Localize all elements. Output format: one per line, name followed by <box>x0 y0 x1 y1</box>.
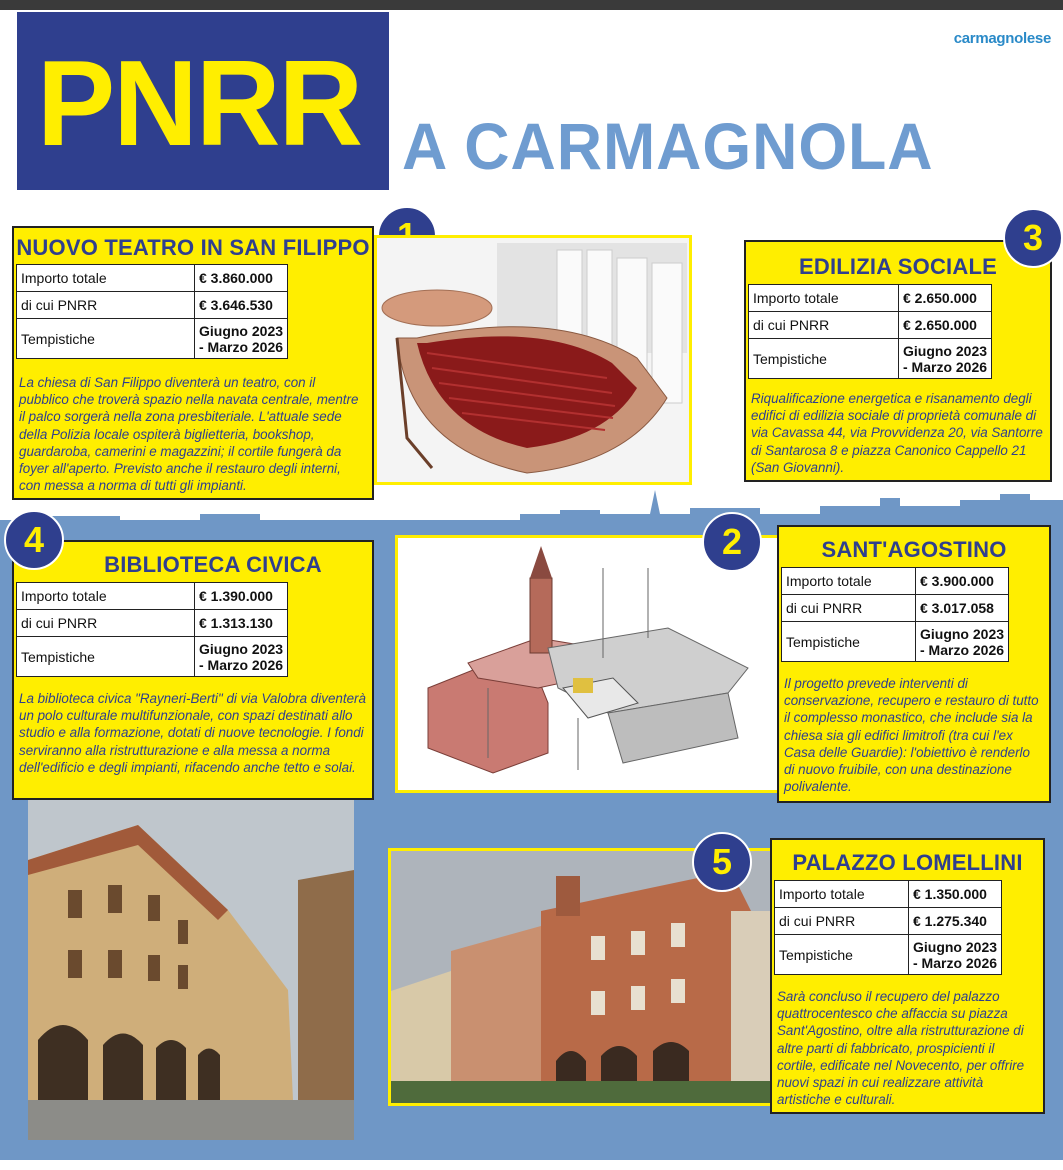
project-card-4 <box>12 540 374 800</box>
value-importo: € 1.350.000 <box>909 881 1002 908</box>
subtitle: A CARMAGNOLA <box>402 109 934 183</box>
project-card-5 <box>770 838 1045 1114</box>
label-importo: Importo totale <box>782 568 916 595</box>
project-card-1 <box>12 226 374 500</box>
value-pnrr: € 1.275.340 <box>909 908 1002 935</box>
value-importo: € 2.650.000 <box>899 285 992 312</box>
label-tempistiche: Tempistiche <box>17 637 195 677</box>
label-importo: Importo totale <box>17 583 195 610</box>
label-pnrr: di cui PNRR <box>17 610 195 637</box>
card-title: PALAZZO LOMELLINI <box>792 850 1023 875</box>
number-badge-4: 4 <box>4 510 64 570</box>
label-pnrr: di cui PNRR <box>17 292 195 319</box>
label-importo: Importo totale <box>17 265 195 292</box>
card-description: Sarà concluso il recupero del palazzo quattrocentesco che affaccia su piazza Sant'Agostino, oltre alla ristrutturazione di altre parti di fabbricato, prospicienti il cortile, edificate nel Novecento, per offrire nuovi spazi in cui realizzare attività artistiche e culturali. <box>777 989 1025 1108</box>
value-tempistiche: Giugno 2023 - Marzo 2026 <box>899 339 992 379</box>
card-title: BIBLIOTECA CIVICA <box>104 552 322 577</box>
label-importo: Importo totale <box>749 285 899 312</box>
label-pnrr: di cui PNRR <box>775 908 909 935</box>
number-badge-2: 2 <box>702 512 762 572</box>
brand-logo: carmagnolese <box>953 30 1051 47</box>
label-tempistiche: Tempistiche <box>782 622 916 662</box>
value-pnrr: € 1.313.130 <box>195 610 288 637</box>
theatre-render-image <box>374 235 692 485</box>
value-pnrr: € 2.650.000 <box>899 312 992 339</box>
pnrr-title: PNRR <box>37 35 362 171</box>
value-tempistiche: Giugno 2023 - Marzo 2026 <box>195 637 288 677</box>
value-tempistiche: Giugno 2023 - Marzo 2026 <box>909 935 1002 975</box>
project-card-3 <box>744 240 1052 482</box>
value-pnrr: € 3.017.058 <box>916 595 1009 622</box>
project-card-2 <box>777 525 1051 803</box>
label-tempistiche: Tempistiche <box>775 935 909 975</box>
top-bar <box>0 0 1063 10</box>
value-tempistiche: Giugno 2023 - Marzo 2026 <box>195 319 288 359</box>
value-importo: € 1.390.000 <box>195 583 288 610</box>
label-importo: Importo totale <box>775 881 909 908</box>
card-title: EDILIZIA SOCIALE <box>799 254 997 279</box>
number-badge-5: 5 <box>692 832 752 892</box>
label-pnrr: di cui PNRR <box>782 595 916 622</box>
number-badge-3: 3 <box>1003 208 1063 268</box>
value-pnrr: € 3.646.530 <box>195 292 288 319</box>
value-importo: € 3.900.000 <box>916 568 1009 595</box>
card-description: Il progetto prevede interventi di conservazione, recupero e restauro di tutto il complesso monastico, che include sia la chiesa sia gli edifici limitrofi (tra cui l'ex Casa delle Guardie): l'obiettivo è renderlo di nuovo fruibile, con una destinazione polivalente. <box>784 676 1039 795</box>
label-tempistiche: Tempistiche <box>749 339 899 379</box>
bottom-strip <box>0 1160 1063 1170</box>
label-pnrr: di cui PNRR <box>749 312 899 339</box>
card-description: La chiesa di San Filippo diventerà un teatro, con il pubblico che troverà spazio nella navata centrale, mentre il palco sorgerà nella zona presbiteriale. L'attuale sede della Polizia locale ospiterà biglietteria, bookshop, guardaroba, camerini e magazzini; il cortile fungerà da foyer all'aperto. Previsto anche il restauro degli interni, con messa a norma di tutti gli impianti. <box>19 375 359 494</box>
pnrr-title-box <box>17 12 389 190</box>
card-description: Riqualificazione energetica e risanamento degli edifici di edilizia sociale di proprietà comunale di via Cavassa 44, via Provvidenza 20, via Santorre di Santarosa 8 e piazza Canonico Cappello 21 (San Giovanni). <box>751 391 1043 475</box>
biblioteca-street-photo <box>28 800 354 1140</box>
value-tempistiche: Giugno 2023 - Marzo 2026 <box>916 622 1009 662</box>
card-title: NUOVO TEATRO IN SAN FILIPPO <box>16 235 370 260</box>
card-title: SANT'AGOSTINO <box>821 537 1007 562</box>
card-description: La biblioteca civica "Rayneri-Berti" di via Valobra diventerà un polo culturale multifunzionale, con spazi destinati allo studio e alla formazione, dotati di nuove tecnologie. I fondi serviranno alla ristrutturazione e alla messa a norma dell'edificio e degli impianti, rifacendo anche tetto e solai. <box>19 691 366 775</box>
label-tempistiche: Tempistiche <box>17 319 195 359</box>
value-importo: € 3.860.000 <box>195 265 288 292</box>
santagostino-diagram-image <box>395 535 787 793</box>
